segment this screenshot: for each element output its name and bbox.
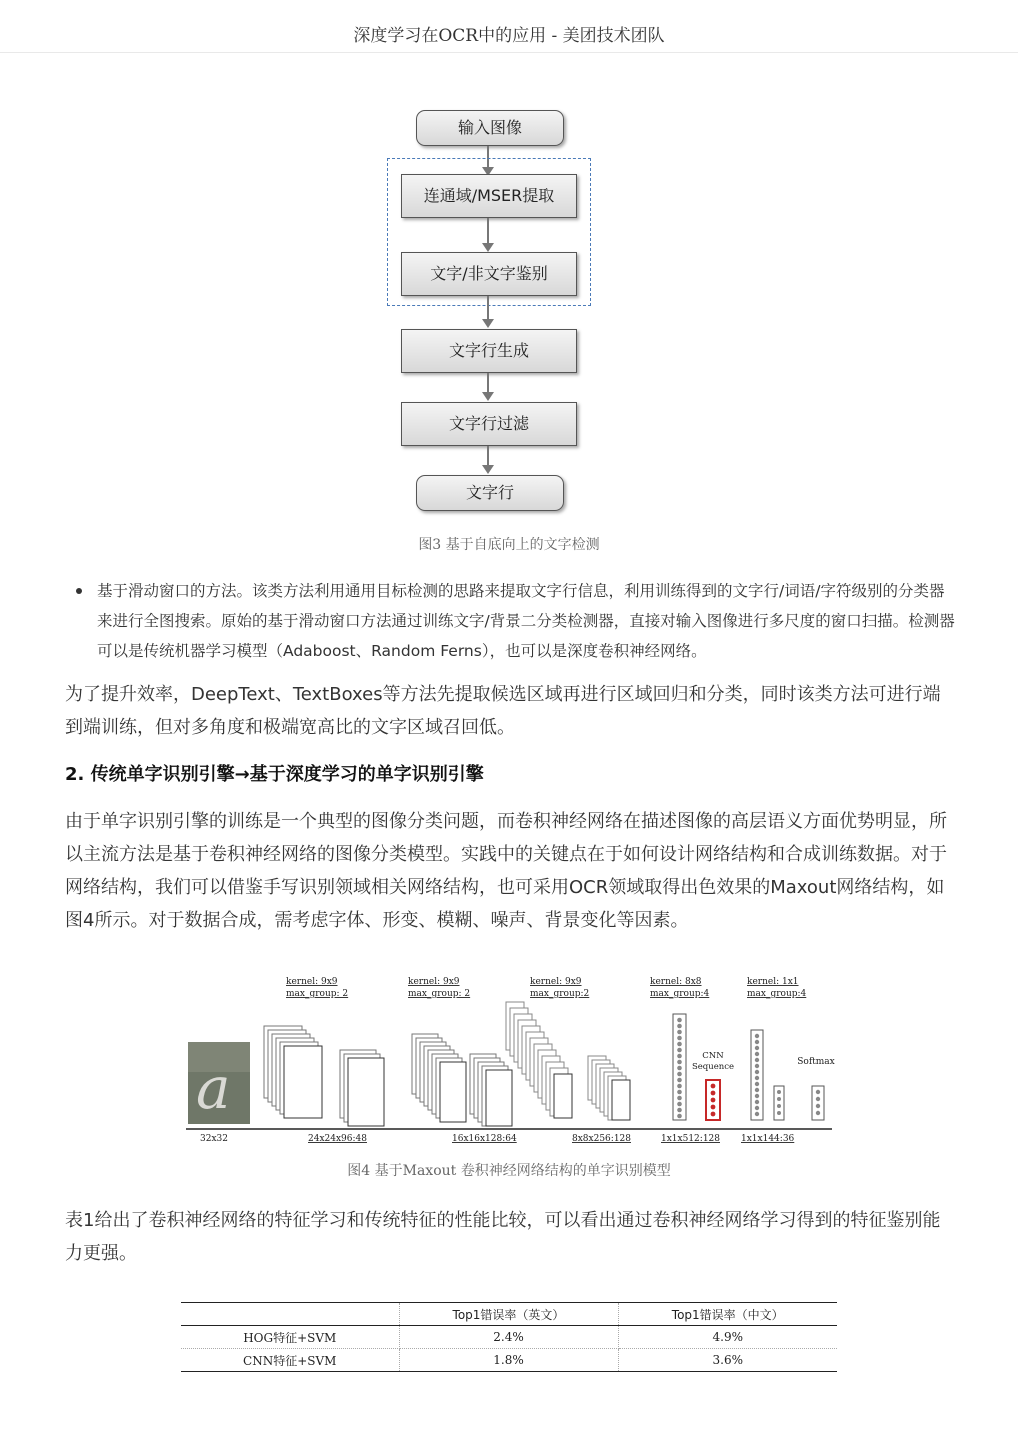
flow-box-filter: 文字行过滤 [401, 402, 577, 446]
kernel-label: kernel: 8x8 [650, 977, 702, 987]
softmax-label: Softmax [797, 1057, 835, 1067]
dim-label: 8x8x256:128 [572, 1134, 631, 1144]
flow-box-output: 文字行 [416, 475, 564, 511]
flow-arrow [487, 296, 489, 320]
table-row [181, 1349, 837, 1372]
table-header-cell: Top1错误率（中文） [618, 1303, 837, 1326]
figure-4-network-diagram [180, 972, 840, 1152]
table-row [181, 1326, 837, 1349]
table-header-cell: Top1错误率（英文） [399, 1303, 618, 1326]
table-cell: CNN特征+SVM [181, 1349, 399, 1372]
paragraph-table-intro: 表1给出了卷积神经网络的特征学习和传统特征的性能比较，可以看出通过卷积神经网络学习得到的特征鉴别能力更强。 [65, 1210, 941, 1264]
table-header-row [181, 1303, 837, 1326]
table-cell: HOG特征+SVM [181, 1326, 399, 1349]
fc-layer-144 [751, 1030, 784, 1120]
kernel-label: kernel: 9x9 [286, 977, 338, 987]
table-cell: 1.8% [399, 1349, 618, 1372]
group-label: max_group: 2 [286, 989, 349, 999]
softmax-layer [812, 1086, 824, 1120]
kernel-label: kernel: 9x9 [530, 977, 582, 987]
layer-2-feature-maps [412, 1034, 512, 1126]
dim-label: 16x16x128:64 [452, 1134, 517, 1144]
dim-label: 1x1x144:36 [741, 1134, 795, 1144]
flow-arrow [487, 446, 489, 466]
performance-table [181, 1302, 837, 1372]
paragraph-single-char: 由于单字识别引擎的训练是一个典型的图像分类问题，而卷积神经网络在描述图像的高层语义方面优势明显，所以主流方法是基于卷积神经网络的图像分类模型。实践中的关键点在于如何设计网络结构和合成训练数据。对于网络结构，我们可以借鉴手写识别领域相关网络结构，也可采用OCR领域取得出色效果的Maxout网络结构，如图4所示。对于数据合成，需考虑字体、形变、模糊、噪声、背景变化等因素。 [65, 811, 947, 931]
page-title: 深度学习在OCR中的应用 - 美团技术团队 [353, 26, 665, 46]
input-glyph: a [196, 1054, 231, 1122]
cnn-sequence-block [706, 1080, 720, 1120]
flow-box-input: 输入图像 [416, 110, 564, 146]
page-header [0, 0, 1018, 53]
group-label: max_group: 2 [408, 989, 471, 999]
flow-arrow [487, 373, 489, 393]
flow-arrow [487, 218, 489, 244]
paragraph-efficiency: 为了提升效率，DeepText、TextBoxes等方法先提取候选区域再进行区域回归和分类，同时该类方法可进行端到端训练，但对多角度和极端宽高比的文字区域召回低。 [65, 684, 941, 738]
dim-label: 1x1x512:128 [661, 1134, 720, 1144]
layer-1-feature-maps [264, 1026, 384, 1126]
flow-box-mser: 连通域/MSER提取 [401, 174, 577, 218]
table-cell: 2.4% [399, 1326, 618, 1349]
table-cell: 3.6% [712, 1353, 743, 1367]
input-character-image [188, 1042, 250, 1124]
table-header-cell [181, 1303, 399, 1326]
flow-box-generate: 文字行生成 [401, 329, 577, 373]
dim-label: 24x24x96:48 [308, 1134, 367, 1144]
layer-3-feature-maps [506, 1002, 630, 1120]
group-label: max_group:2 [530, 989, 590, 999]
fc-layer-512 [673, 1014, 686, 1120]
flow-box-classify: 文字/非文字鉴别 [401, 252, 577, 296]
sequence-label: Sequence [691, 1062, 735, 1072]
figure-4-caption: 图4 基于Maxout 卷积神经网络结构的单字识别模型 [347, 1163, 671, 1179]
figure-3-caption: 图3 基于自底向上的文字检测 [418, 537, 600, 553]
group-label: max_group:4 [747, 989, 807, 999]
dim-label: 32x32 [200, 1134, 228, 1144]
bullet-dot [76, 588, 82, 594]
group-label: max_group:4 [650, 989, 710, 999]
cnn-label: CNN [702, 1051, 724, 1061]
kernel-label: kernel: 1x1 [747, 977, 799, 987]
table-cell: 4.9% [618, 1326, 837, 1349]
section-heading: 2. 传统单字识别引擎→基于深度学习的单字识别引擎 [65, 764, 484, 785]
kernel-label: kernel: 9x9 [408, 977, 460, 987]
bullet-sliding-window: 基于滑动窗口的方法。该类方法利用通用目标检测的思路来提取文字行信息，利用训练得到的文字行/词语/字符级别的分类器来进行全图搜索。原始的基于滑动窗口方法通过训练文字/背景二分类检测器，直接对输入图像进行多尺度的窗口扫描。检测器可以是传统机器学习模型（Adaboost、Random Ferns），也可以是深度卷积神经网络。 [97, 582, 955, 660]
